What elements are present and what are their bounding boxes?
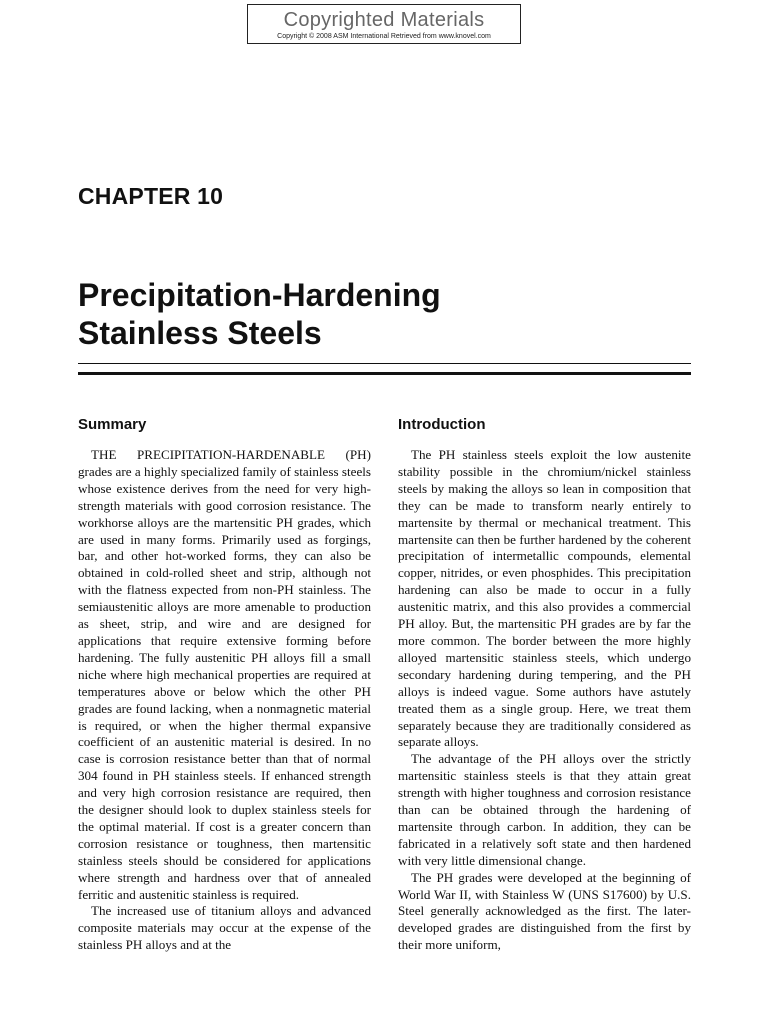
introduction-heading: Introduction <box>398 416 486 433</box>
banner-subtitle: Copyright © 2008 ASM International Retrieved from www.knovel.com <box>277 33 491 40</box>
summary-heading: Summary <box>78 416 147 433</box>
chapter-title-line-1: Precipitation-Hardening <box>78 277 441 313</box>
summary-column <box>78 416 371 954</box>
banner-title: Copyrighted Materials <box>283 9 485 31</box>
summary-paragraph: The increased use of titanium alloys and advanced composite materials may occur at the expense of the stainless PH alloys and at the <box>78 903 371 953</box>
introduction-paragraph: The PH stainless steels exploit the low austenite stability possible in the chromium/nickel stainless steels by making the alloys so lean in composition that they can be made to transform nearly entirely to martensite by thermal or mechanical treatment. This martensite can then be further hardened by the coherent precipitation of intermetallic compounds, elemental copper, nitrides, or even phosphides. This precipitation hardening can also be made to occur in a fully austenitic matrix, and this also provides a commercial PH alloy. But, the martensitic PH grades are by far the more common. The border between the more highly alloyed martensitic stainless steels, which undergo secondary hardening during tempering, and the PH alloys is indeed vague. Some authors have astutely treated them as a single group. Here, we treat them separately because they are traditionally considered as separate alloys. <box>398 447 691 750</box>
introduction-column <box>398 416 691 954</box>
title-rule-thick <box>78 372 691 375</box>
copyright-banner <box>247 4 521 44</box>
chapter-title <box>78 276 698 352</box>
title-rule-thin <box>78 363 691 364</box>
summary-paragraph: THE PRECIPITATION-HARDENABLE (PH) grades are a highly specialized family of stainless steels whose existence derives from the need for very high-strength materials with good corrosion resistance. The workhorse alloys are the martensitic PH grades, which are used in many forms. Primarily used as forgings, bar, and other hot-worked forms, they can also be obtained in cold-rolled sheet and strip, although not with the flatness expected from non-PH stainless. The semiaustenitic alloys are more amenable to production as sheet, strip, and wire and are designed for applications that require extensive forming before hardening. The fully austenitic PH alloys fill a small niche where high mechanical properties are required at temperatures above or below which the other PH grades are found lacking, when a nonmagnetic material is required, or when the higher thermal expansive coefficient of an austenitic material is desired. In no case is corrosion resistance better than that of normal 304 found in PH stainless steels. If enhanced strength and very high corrosion resistance are required, then the designer should look to duplex stainless steels for the optimal material. If cost is a greater concern than corrosion resistance or toughness, then martensitic stainless steels should be considered for applications where strength and hardness over that of annealed ferritic and austenitic stainless is required. <box>78 447 371 902</box>
introduction-paragraph: The PH grades were developed at the beginning of World War II, with Stainless W (UNS S17600) by U.S. Steel generally acknowledged as the first. The later-developed grades are distinguished from the first by their more uniform, <box>398 869 691 953</box>
chapter-label: CHAPTER 10 <box>78 183 224 209</box>
chapter-title-line-2: Stainless Steels <box>78 315 322 351</box>
introduction-paragraph: The advantage of the PH alloys over the strictly martensitic stainless steels is that they attain great strength with higher toughness and corrosion resistance than can be obtained through the hardening of martensite through carbon. In addition, they can be fabricated in a relatively soft state and then hardened with very little dimensional change. <box>398 751 691 868</box>
